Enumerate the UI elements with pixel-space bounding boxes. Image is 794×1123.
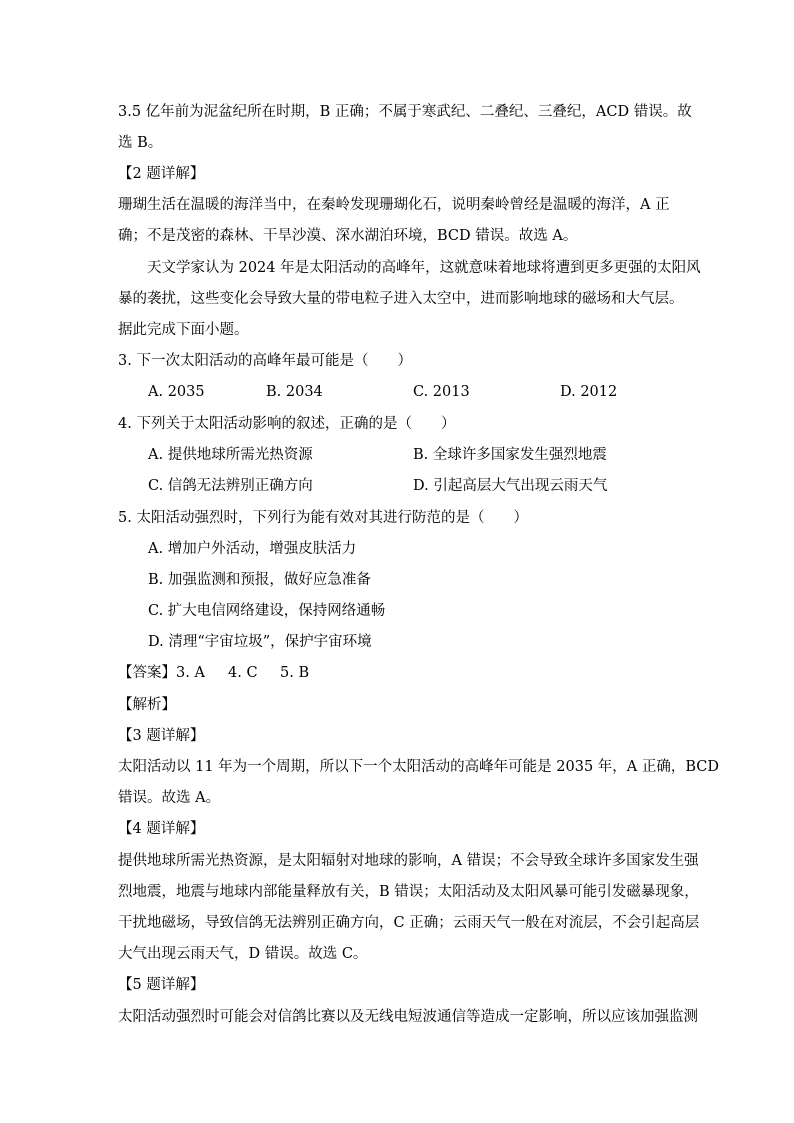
intro-line: 据此完成下面小题。 bbox=[118, 322, 249, 338]
paragraph-line: 太阳活动以 11 年为一个周期，所以下一个太阳活动的高峰年可能是 2035 年，A 正确，BCD bbox=[118, 759, 720, 775]
section-header: 【解析】 bbox=[118, 697, 176, 713]
paragraph-line: 选 B。 bbox=[118, 135, 163, 151]
answer-item: 4. C bbox=[228, 665, 258, 681]
intro-line: 暴的袭扰，这些变化会导致大量的带电粒子进入太空中，进而影响地球的磁场和大气层。 bbox=[118, 291, 684, 307]
paragraph-line: 错误。故选 A。 bbox=[118, 790, 221, 806]
answer-line bbox=[118, 663, 309, 683]
q5-option-d: D. 清理“宇宙垃圾”，保护宇宙环境 bbox=[148, 634, 372, 650]
question-3-stem: 3. 下一次太阳活动的高峰年最可能是（ ） bbox=[118, 353, 412, 369]
section-header: 【3 题详解】 bbox=[118, 728, 205, 744]
q4-option-b: B. 全球许多国家发生强烈地震 bbox=[413, 447, 607, 463]
paragraph-line: 珊瑚生活在温暖的海洋当中，在秦岭发现珊瑚化石，说明秦岭曾经是温暖的海洋，A 正 bbox=[118, 197, 670, 213]
answer-label: 【答案】 bbox=[118, 665, 176, 681]
paragraph-line: 大气出现云雨天气，D 错误。故选 C。 bbox=[118, 946, 368, 962]
paragraph-line: 3.5 亿年前为泥盆纪所在时期，B 正确；不属于寒武纪、二叠纪、三叠纪，ACD 错误。故 bbox=[118, 104, 692, 120]
q3-option-a: A. 2035 bbox=[148, 384, 205, 400]
q5-option-c: C. 扩大电信网络建设，保持网络通畅 bbox=[148, 603, 386, 619]
q3-option-d: D. 2012 bbox=[560, 384, 618, 400]
q5-option-b: B. 加强监测和预报，做好应急准备 bbox=[148, 572, 371, 588]
section-header: 【2 题详解】 bbox=[118, 166, 205, 182]
paragraph-line: 太阳活动强烈时可能会对信鸽比赛以及无线电短波通信等造成一定影响，所以应该加强监测 bbox=[118, 1009, 698, 1025]
q3-option-b: B. 2034 bbox=[266, 384, 323, 400]
answer-item: 3. A bbox=[176, 665, 205, 681]
intro-line: 天文学家认为 2024 年是太阳活动的高峰年，这就意味着地球将遭到更多更强的太阳风 bbox=[147, 260, 701, 276]
q4-option-d: D. 引起高层大气出现云雨天气 bbox=[413, 478, 608, 494]
question-5-stem: 5. 太阳活动强烈时，下列行为能有效对其进行防范的是（ ） bbox=[118, 510, 528, 526]
paragraph-line: 烈地震，地震与地球内部能量释放有关，B 错误；太阳活动及太阳风暴可能引发磁暴现象， bbox=[118, 884, 699, 900]
q3-option-c: C. 2013 bbox=[413, 384, 470, 400]
paragraph-line: 干扰地磁场，导致信鸽无法辨别正确方向，C 正确；云雨天气一般在对流层，不会引起高层 bbox=[118, 915, 700, 931]
q4-option-c: C. 信鸽无法辨别正确方向 bbox=[148, 478, 313, 494]
paragraph-line: 提供地球所需光热资源，是太阳辐射对地球的影响，A 错误；不会导致全球许多国家发生强 bbox=[118, 853, 699, 869]
question-4-stem: 4. 下列关于太阳活动影响的叙述，正确的是（ ） bbox=[118, 416, 456, 432]
answer-item: 5. B bbox=[280, 665, 310, 681]
section-header: 【4 题详解】 bbox=[118, 821, 205, 837]
section-header: 【5 题详解】 bbox=[118, 977, 205, 993]
q4-option-a: A. 提供地球所需光热资源 bbox=[148, 447, 313, 463]
paragraph-line: 确；不是茂密的森林、干旱沙漠、深水湖泊环境，BCD 错误。故选 A。 bbox=[118, 228, 578, 244]
q5-option-a: A. 增加户外活动，增强皮肤活力 bbox=[148, 541, 357, 557]
